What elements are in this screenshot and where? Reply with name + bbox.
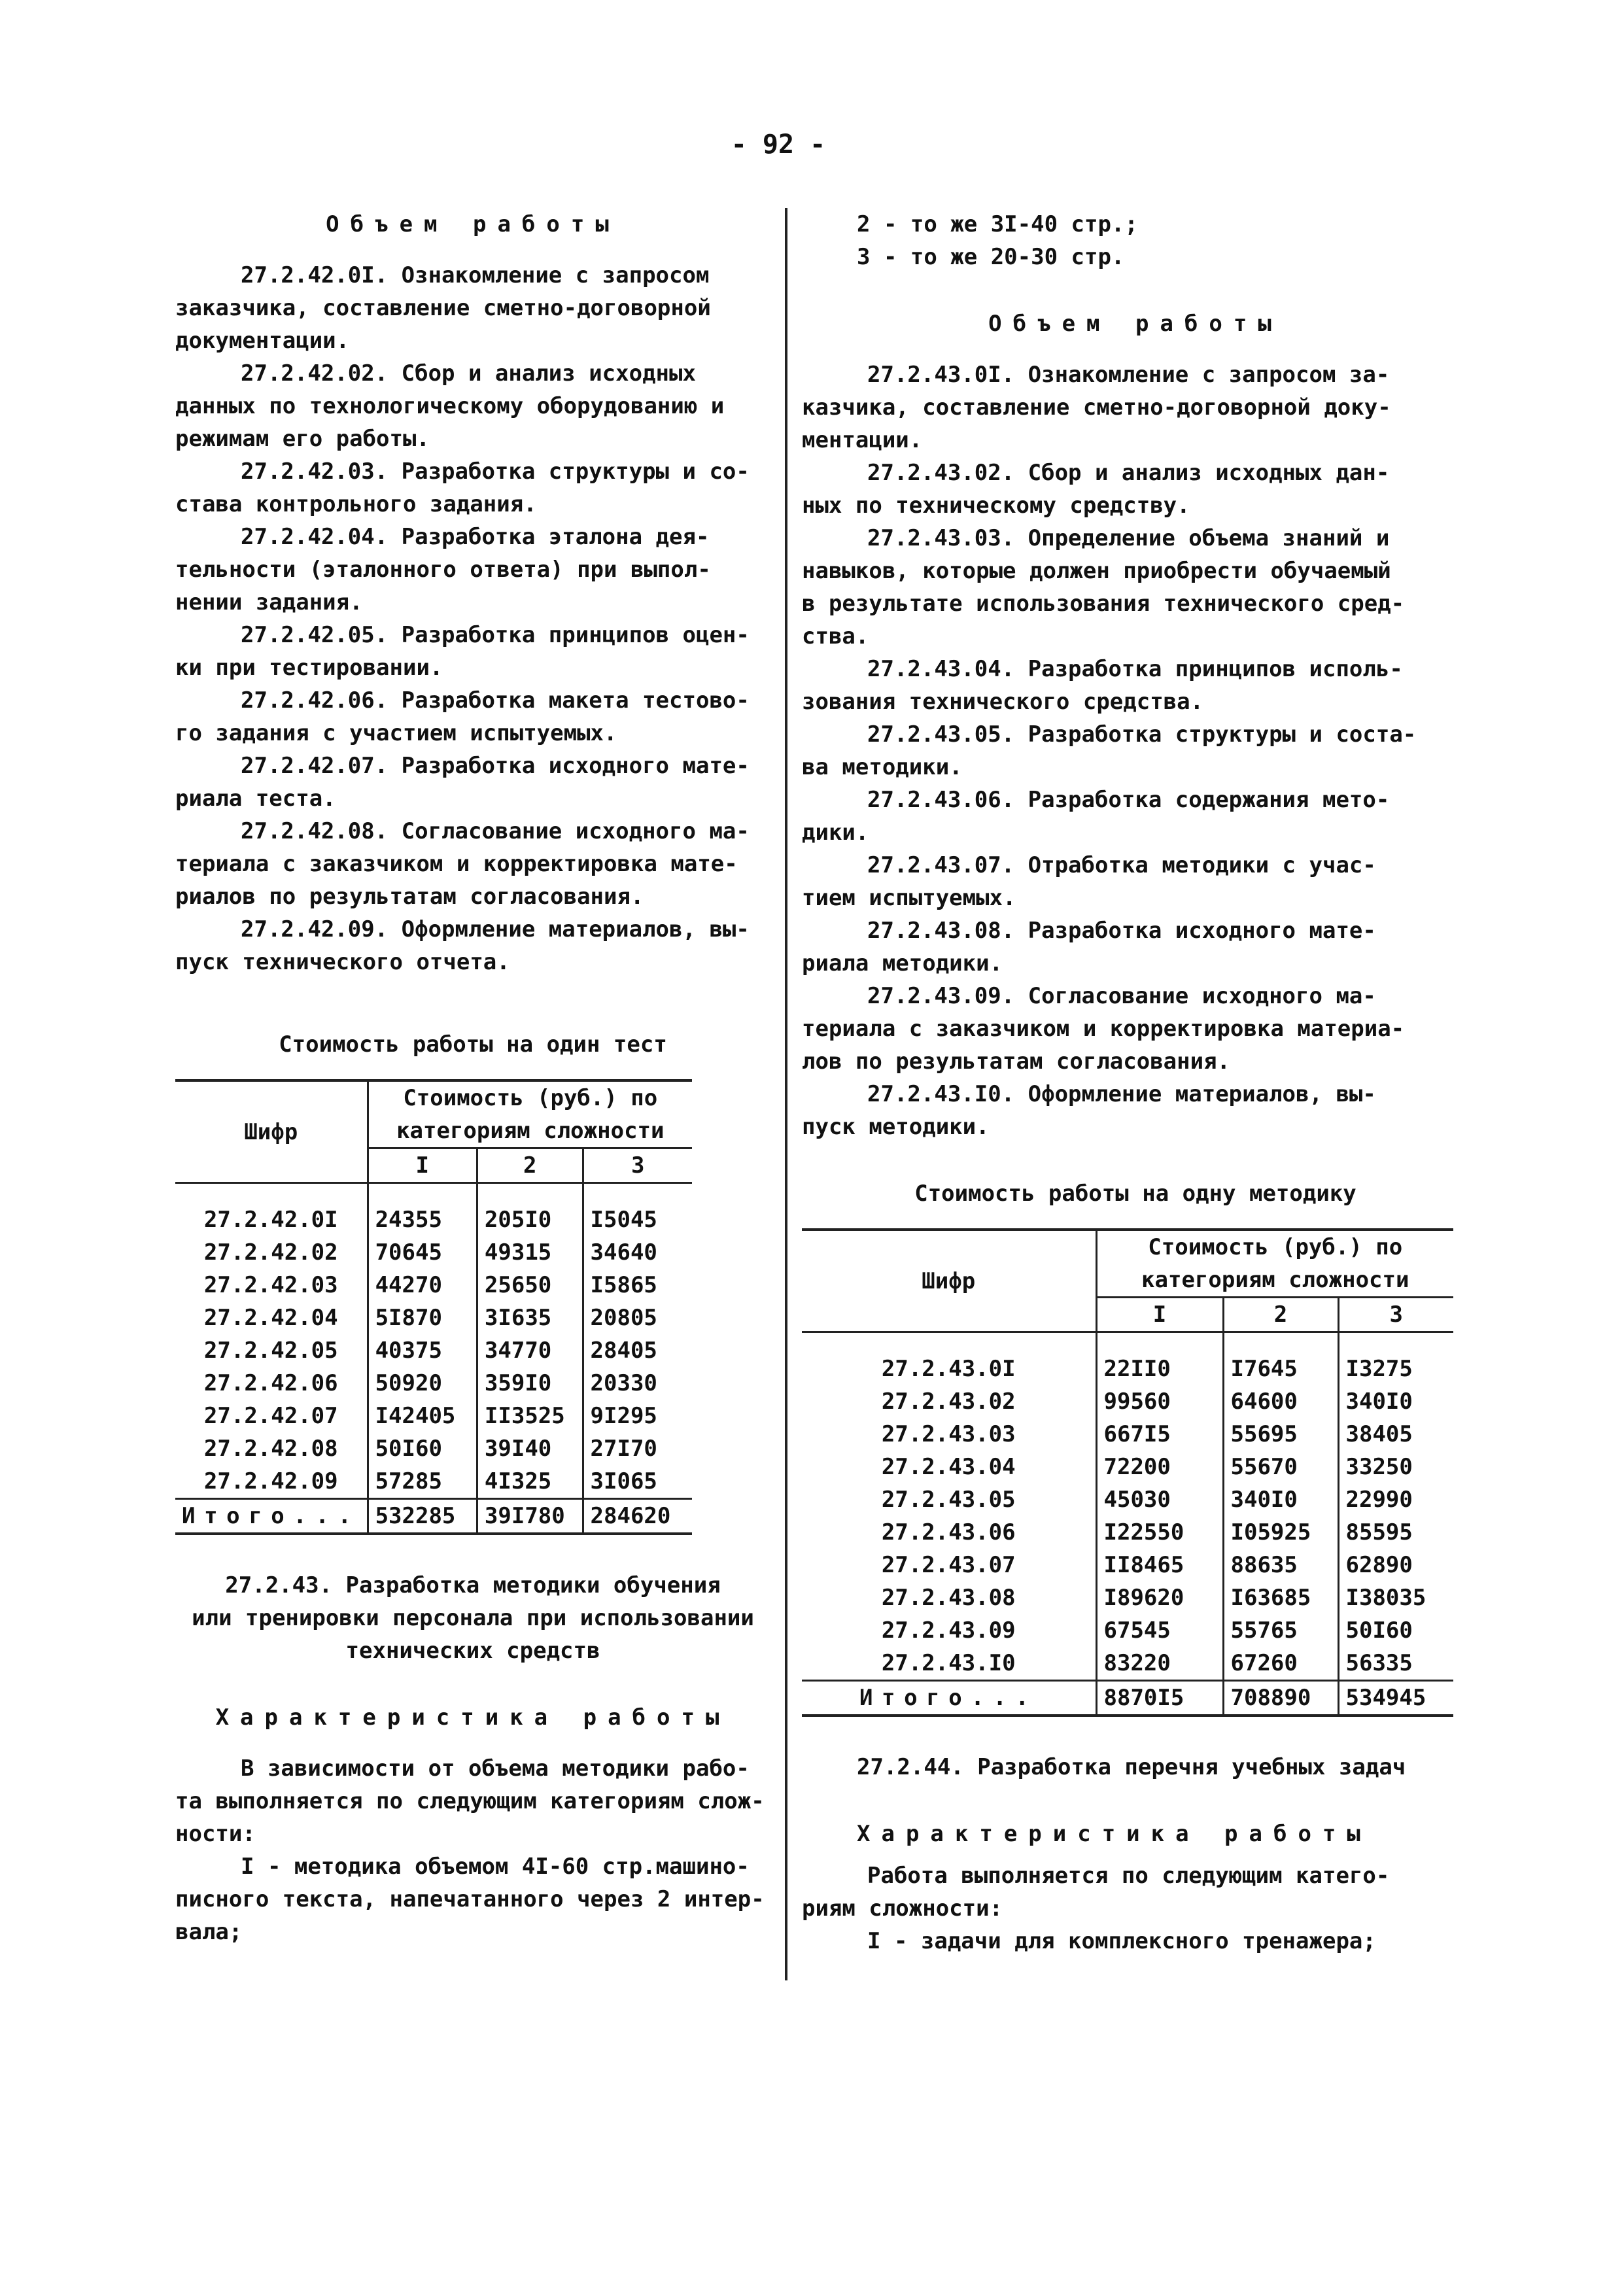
text-line: 27.2.43.04. Разработка принципов исполь- bbox=[867, 656, 1403, 682]
cost-cell: 34770 bbox=[477, 1334, 583, 1367]
text-line: 27.2.43.02. Сбор и анализ исходных дан- bbox=[867, 460, 1390, 486]
cost-cell: 55695 bbox=[1223, 1418, 1338, 1451]
cost-cell: I38035 bbox=[1338, 1581, 1453, 1614]
text-line: ства. bbox=[802, 623, 869, 649]
right-column bbox=[802, 208, 1469, 1958]
cost-cell: 33250 bbox=[1338, 1451, 1453, 1483]
cost-cell: 22II0 bbox=[1096, 1353, 1223, 1385]
category-header: 2 bbox=[1223, 1298, 1338, 1332]
cost-cell: 4I325 bbox=[477, 1465, 583, 1499]
code-cell: 27.2.43.0I bbox=[802, 1353, 1096, 1385]
code-cell: 27.2.42.08 bbox=[175, 1432, 368, 1465]
text-line: риала теста. bbox=[175, 785, 336, 812]
total-row bbox=[175, 1499, 692, 1534]
text-line: та выполняется по следующим категориям слож- bbox=[175, 1788, 765, 1814]
text-line: 27.2.43.03. Определение объема знаний и bbox=[867, 525, 1390, 551]
cost-cell: 64600 bbox=[1223, 1385, 1338, 1418]
text-line: в результате использования технического сред- bbox=[802, 591, 1405, 617]
text-line: писного текста, напечатанного через 2 интер- bbox=[175, 1886, 765, 1912]
cost-cell: 44270 bbox=[368, 1269, 477, 1302]
text-line: ности: bbox=[175, 1821, 256, 1847]
text-line: дики. bbox=[802, 820, 869, 846]
text-line: Работа выполняется по следующим катего- bbox=[867, 1863, 1390, 1889]
table-row bbox=[175, 1465, 692, 1499]
text-line: заказчика, составление сметно-договорной bbox=[175, 295, 711, 321]
cost-cell: 20805 bbox=[583, 1302, 692, 1334]
text-line: режимам его работы. bbox=[175, 426, 430, 452]
table-caption-per-test: Стоимость работы на один тест bbox=[279, 1031, 667, 1058]
title-line: 27.2.43. Разработка методики обучения bbox=[225, 1572, 721, 1598]
text-line: I - методика объемом 4I-60 стр.машино- bbox=[241, 1854, 750, 1880]
cost-cell: 83220 bbox=[1096, 1647, 1223, 1681]
cost-cell: 72200 bbox=[1096, 1451, 1223, 1483]
category-header: 3 bbox=[1338, 1298, 1453, 1332]
cost-cell: I7645 bbox=[1223, 1353, 1338, 1385]
code-cell: 27.2.42.09 bbox=[175, 1465, 368, 1499]
table-row bbox=[175, 1400, 692, 1432]
cost-cell: 40375 bbox=[368, 1334, 477, 1367]
table-row bbox=[175, 1432, 692, 1465]
column-header-code: Шифр bbox=[175, 1080, 368, 1183]
text-line: 27.2.42.07. Разработка исходного мате- bbox=[241, 753, 750, 779]
table-row bbox=[802, 1516, 1453, 1549]
code-cell: 27.2.42.03 bbox=[175, 1269, 368, 1302]
text-line: 27.2.43.0I. Ознакомление с запросом за- bbox=[867, 362, 1390, 388]
cost-table bbox=[175, 1079, 692, 1535]
text-line: 27.2.43.07. Отработка методики с учас- bbox=[867, 852, 1376, 878]
code-cell: 27.2.42.0I bbox=[175, 1203, 368, 1236]
text-line: ментации. bbox=[802, 427, 923, 453]
cost-cell: 67260 bbox=[1223, 1647, 1338, 1681]
text-line: 27.2.42.06. Разработка макета тестово- bbox=[241, 687, 750, 714]
text-line: риалов по результатам согласования. bbox=[175, 884, 644, 910]
total-cell: 284620 bbox=[583, 1499, 692, 1534]
title-line: или тренировки персонала при использовании bbox=[192, 1605, 754, 1631]
code-cell: 27.2.42.07 bbox=[175, 1400, 368, 1432]
total-label: Итого... bbox=[802, 1681, 1096, 1716]
code-cell: 27.2.43.04 bbox=[802, 1451, 1096, 1483]
text-line: тием испытуемых. bbox=[802, 885, 1016, 911]
table-row bbox=[175, 1236, 692, 1269]
code-cell: 27.2.43.07 bbox=[802, 1549, 1096, 1581]
text-line: 27.2.43.09. Согласование исходного ма- bbox=[867, 983, 1376, 1009]
cost-cell: 85595 bbox=[1338, 1516, 1453, 1549]
text-line: 2 - то же 3I-40 стр.; bbox=[857, 211, 1138, 237]
table-row bbox=[175, 1302, 692, 1334]
category-header: 2 bbox=[477, 1148, 583, 1183]
heading-characteristics: Характеристика работы bbox=[857, 1821, 1372, 1847]
table-row bbox=[802, 1451, 1453, 1483]
cost-cell: 57285 bbox=[368, 1465, 477, 1499]
text-line: 27.2.42.09. Оформление материалов, вы- bbox=[241, 916, 750, 942]
cost-cell: 67545 bbox=[1096, 1614, 1223, 1647]
cost-cell: 340I0 bbox=[1223, 1483, 1338, 1516]
total-cell: 534945 bbox=[1338, 1681, 1453, 1716]
column-header-cost: Стоимость (руб.) по категориям сложности bbox=[368, 1080, 692, 1148]
cost-cell: 55670 bbox=[1223, 1451, 1338, 1483]
cost-cell: 340I0 bbox=[1338, 1385, 1453, 1418]
cost-cell: 34640 bbox=[583, 1236, 692, 1269]
categories-continued bbox=[802, 208, 1469, 273]
category-header: I bbox=[368, 1148, 477, 1183]
text-line: нении задания. bbox=[175, 589, 363, 615]
code-cell: 27.2.42.05 bbox=[175, 1334, 368, 1367]
table-row bbox=[802, 1647, 1453, 1681]
cost-cell: 50I60 bbox=[1338, 1614, 1453, 1647]
code-cell: 27.2.43.I0 bbox=[802, 1647, 1096, 1681]
text-line: го задания с участием испытуемых. bbox=[175, 720, 617, 746]
cost-cell: 667I5 bbox=[1096, 1418, 1223, 1451]
text-line: 27.2.43.06. Разработка содержания мето- bbox=[867, 787, 1390, 813]
code-cell: 27.2.43.08 bbox=[802, 1581, 1096, 1614]
cost-cell: I3275 bbox=[1338, 1353, 1453, 1385]
column-divider bbox=[785, 208, 787, 1980]
cost-cell: 45030 bbox=[1096, 1483, 1223, 1516]
cost-cell: I5045 bbox=[583, 1203, 692, 1236]
cost-cell: 3I065 bbox=[583, 1465, 692, 1499]
text-line: риала методики. bbox=[802, 950, 1003, 976]
cost-cell: 5I870 bbox=[368, 1302, 477, 1334]
table-caption-per-method: Стоимость работы на одну методику bbox=[914, 1181, 1356, 1207]
text-line: риям сложности: bbox=[802, 1895, 1003, 1922]
cost-cell: 27I70 bbox=[583, 1432, 692, 1465]
cost-cell: 50I60 bbox=[368, 1432, 477, 1465]
text-line: 27.2.42.08. Согласование исходного ма- bbox=[241, 818, 750, 844]
text-line: документации. bbox=[175, 328, 350, 354]
cost-cell: I5865 bbox=[583, 1269, 692, 1302]
text-line: 27.2.42.04. Разработка эталона дея- bbox=[241, 524, 710, 550]
cost-cell: I89620 bbox=[1096, 1581, 1223, 1614]
text-line: пуск методики. bbox=[802, 1114, 990, 1140]
code-cell: 27.2.43.06 bbox=[802, 1516, 1096, 1549]
table-row bbox=[175, 1269, 692, 1302]
cost-cell: 70645 bbox=[368, 1236, 477, 1269]
table-row bbox=[802, 1549, 1453, 1581]
text-line: пуск технического отчета. bbox=[175, 949, 510, 975]
cost-cell: 88635 bbox=[1223, 1549, 1338, 1581]
table-row bbox=[175, 1334, 692, 1367]
code-cell: 27.2.43.09 bbox=[802, 1614, 1096, 1647]
text-line: 27.2.43.08. Разработка исходного мате- bbox=[867, 918, 1376, 944]
cost-cell: 359I0 bbox=[477, 1367, 583, 1400]
heading-scope-of-work: Объем работы bbox=[988, 311, 1283, 337]
cost-cell: 56335 bbox=[1338, 1647, 1453, 1681]
text-line: В зависимости от объема методики рабо- bbox=[241, 1755, 750, 1782]
text-line: тельности (эталонного ответа) при выпол- bbox=[175, 557, 711, 583]
page-number: - 92 - bbox=[731, 129, 826, 160]
cost-cell: 55765 bbox=[1223, 1614, 1338, 1647]
table-row bbox=[802, 1614, 1453, 1647]
text-line: става контрольного задания. bbox=[175, 491, 537, 517]
cost-cell: 49315 bbox=[477, 1236, 583, 1269]
cost-cell: 25650 bbox=[477, 1269, 583, 1302]
text-line: 27.2.42.02. Сбор и анализ исходных bbox=[241, 360, 696, 387]
text-line: 27.2.43.05. Разработка структуры и соста- bbox=[867, 721, 1417, 748]
cost-cell: 99560 bbox=[1096, 1385, 1223, 1418]
cost-cell: 22990 bbox=[1338, 1483, 1453, 1516]
cost-cell: 62890 bbox=[1338, 1549, 1453, 1581]
cost-cell: 39I40 bbox=[477, 1432, 583, 1465]
code-cell: 27.2.43.03 bbox=[802, 1418, 1096, 1451]
text-line: териала с заказчиком и корректировка материа- bbox=[802, 1016, 1405, 1042]
code-cell: 27.2.42.06 bbox=[175, 1367, 368, 1400]
table-row bbox=[802, 1353, 1453, 1385]
text-line: 27.2.43.I0. Оформление материалов, вы- bbox=[867, 1081, 1376, 1107]
column-header-code: Шифр bbox=[802, 1230, 1096, 1332]
cost-table-42 bbox=[175, 1079, 770, 1535]
code-cell: 27.2.42.02 bbox=[175, 1236, 368, 1269]
section-title-27-2-43 bbox=[175, 1569, 770, 1667]
column-header-cost: Стоимость (руб.) по категориям сложности bbox=[1096, 1230, 1453, 1298]
characteristics-43 bbox=[175, 1752, 770, 1948]
scope-items-42 bbox=[175, 259, 770, 978]
text-line: ных по техническому средству. bbox=[802, 492, 1190, 519]
cost-cell: I05925 bbox=[1223, 1516, 1338, 1549]
text-line: териала с заказчиком и корректировка мате- bbox=[175, 851, 738, 877]
text-line: I - задачи для комплексного тренажера; bbox=[867, 1928, 1376, 1954]
code-cell: 27.2.43.05 bbox=[802, 1483, 1096, 1516]
code-cell: 27.2.42.04 bbox=[175, 1302, 368, 1334]
cost-cell: 24355 bbox=[368, 1203, 477, 1236]
text-line: зования технического средства. bbox=[802, 689, 1204, 715]
cost-table-43 bbox=[802, 1228, 1469, 1717]
cost-cell: II3525 bbox=[477, 1400, 583, 1432]
left-column bbox=[175, 208, 770, 1948]
total-cell: 708890 bbox=[1223, 1681, 1338, 1716]
cost-table bbox=[802, 1228, 1453, 1717]
section-title-27-2-44: 27.2.44. Разработка перечня учебных задач bbox=[857, 1754, 1406, 1780]
text-line: казчика, составление сметно-договорной доку- bbox=[802, 394, 1391, 421]
text-line: 27.2.42.0I. Ознакомление с запросом bbox=[241, 262, 710, 288]
table-row bbox=[802, 1418, 1453, 1451]
table-row bbox=[175, 1367, 692, 1400]
text-line: лов по результатам согласования. bbox=[802, 1048, 1231, 1075]
text-line: 3 - то же 20-30 стр. bbox=[857, 244, 1125, 270]
table-row bbox=[802, 1581, 1453, 1614]
total-row bbox=[802, 1681, 1453, 1716]
text-line: 27.2.42.05. Разработка принципов оцен- bbox=[241, 622, 750, 648]
scope-items-43 bbox=[802, 358, 1469, 1143]
cost-cell: II8465 bbox=[1096, 1549, 1223, 1581]
text-line: навыков, которые должен приобрести обучаемый bbox=[802, 558, 1391, 584]
cost-cell: 38405 bbox=[1338, 1418, 1453, 1451]
total-cell: 532285 bbox=[368, 1499, 477, 1534]
heading-scope-of-work: Объем работы bbox=[326, 211, 620, 237]
cost-cell: I63685 bbox=[1223, 1581, 1338, 1614]
cost-cell: 20330 bbox=[583, 1367, 692, 1400]
total-cell: 39I780 bbox=[477, 1499, 583, 1534]
table-row bbox=[175, 1203, 692, 1236]
total-label: Итого... bbox=[175, 1499, 368, 1534]
code-cell: 27.2.43.02 bbox=[802, 1385, 1096, 1418]
characteristics-44 bbox=[802, 1859, 1469, 1958]
text-line: 27.2.42.03. Разработка структуры и со- bbox=[241, 458, 750, 485]
table-row bbox=[802, 1483, 1453, 1516]
cost-cell: 205I0 bbox=[477, 1203, 583, 1236]
text-line: данных по технологическому оборудованию и bbox=[175, 393, 725, 419]
text-line: ва методики. bbox=[802, 754, 963, 780]
cost-cell: 9I295 bbox=[583, 1400, 692, 1432]
cost-cell: I22550 bbox=[1096, 1516, 1223, 1549]
cost-cell: 3I635 bbox=[477, 1302, 583, 1334]
cost-cell: 28405 bbox=[583, 1334, 692, 1367]
text-line: ки при тестировании. bbox=[175, 655, 443, 681]
title-line: технических средств bbox=[345, 1638, 600, 1664]
total-cell: 8870I5 bbox=[1096, 1681, 1223, 1716]
category-header: I bbox=[1096, 1298, 1223, 1332]
cost-cell: I42405 bbox=[368, 1400, 477, 1432]
cost-cell: 50920 bbox=[368, 1367, 477, 1400]
text-line: вала; bbox=[175, 1919, 243, 1945]
table-row bbox=[802, 1385, 1453, 1418]
category-header: 3 bbox=[583, 1148, 692, 1183]
heading-characteristics: Характеристика работы bbox=[215, 1704, 731, 1731]
